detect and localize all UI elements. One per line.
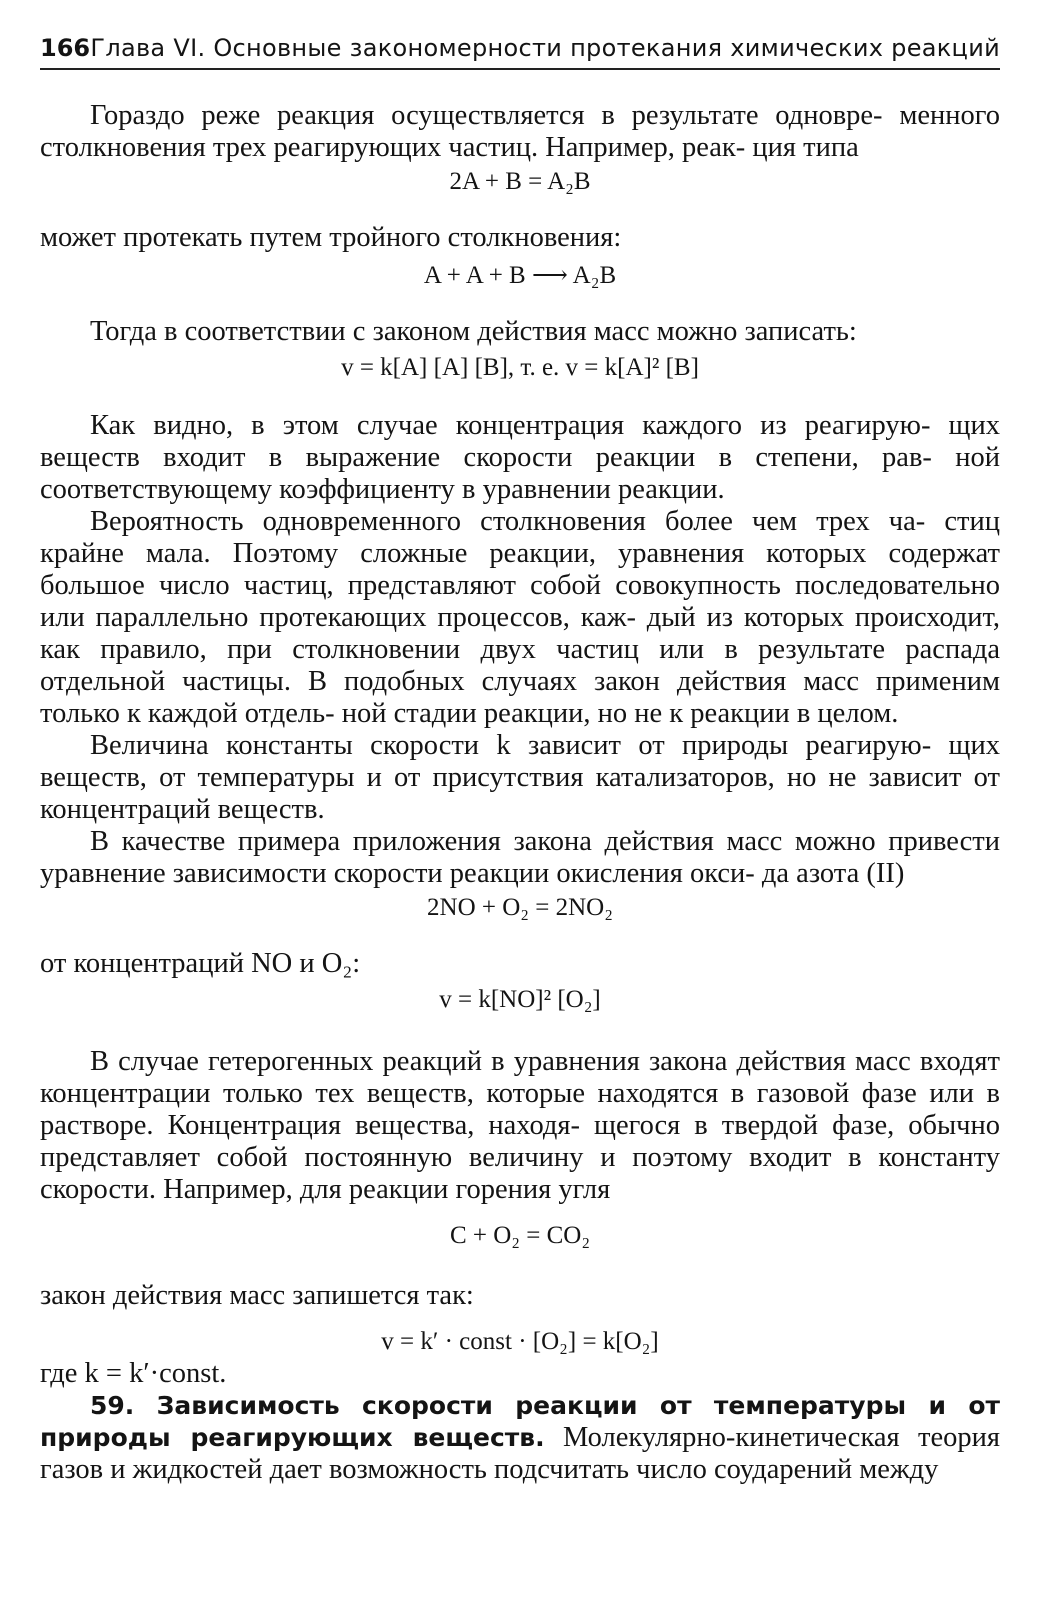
section-heading: 59. Зависимость скорости реакции от температуры и от природы реагирующих веществ. xyxy=(40,1391,1000,1452)
paragraph-4: Как видно, в этом случае концентрация каждого из реагирую- щих веществ входит в выражение скорости реакции в степени, рав- ной соответствующему коэффициенту в уравнении реакции. xyxy=(40,410,1000,505)
paragraph-6: Величина константы скорости k зависит от природы реагирую- щих веществ, от температуры и от присутствия катализаторов, но не зависит от концентраций веществ. xyxy=(40,730,1000,825)
equation-3: v = k[A] [A] [B], т. е. v = k[A]² [B] xyxy=(341,354,699,381)
equation-5: v = k[NO]² [O₂] xyxy=(439,986,601,1013)
paragraph-12-text: Молекулярно-кинетическая теория газов и жидкостей дает возможность подсчитать число соударений между xyxy=(40,1422,1000,1485)
equation-6: C + O₂ = CO₂ xyxy=(449,1222,591,1249)
page-body xyxy=(40,100,1000,1486)
paragraph-11: где k = k′·const. xyxy=(40,1358,227,1389)
paragraph-2: может протекать путем тройного столкновения: xyxy=(40,222,622,253)
equation-1: 2A + B = A₂B xyxy=(449,168,591,195)
paragraph-7: В качестве примера приложения закона действия масс можно привести уравнение зависимости скорости реакции окисления окси- да азота (II) xyxy=(40,826,1000,889)
paragraph-3: Тогда в соответствии с законом действия масс можно записать: xyxy=(90,316,857,347)
running-title: Глава VI. Основные закономерности протекания химических реакций xyxy=(90,34,1000,62)
equation-7: v = k′ · const · [O₂] = k[O₂] xyxy=(381,1328,659,1355)
paragraph-10: закон действия масс запишется так: xyxy=(40,1280,474,1311)
equation-2: A + A + B ⟶ A₂B xyxy=(423,262,617,289)
running-header xyxy=(40,28,1000,70)
paragraph-9: В случае гетерогенных реакций в уравнения закона действия масс входят концентрации только тех веществ, которые находятся в газовой фазе или в растворе. Концентрация вещества, находя- щегося в твердой фазе, обычно представляет собой постоянную величину и поэтому входит в константу скорости. Например, для реакции горения угля xyxy=(40,1046,1000,1205)
paragraph-12 xyxy=(40,1390,1000,1486)
paragraph-8: от концентраций NO и O₂: xyxy=(40,948,361,979)
paragraph-1: Гораздо реже реакция осуществляется в результате одновре- менного столкновения трех реагирующих частиц. Например, реак- ция типа xyxy=(40,100,1000,163)
page-number: 166 xyxy=(40,34,91,62)
paragraph-5: Вероятность одновременного столкновения более чем трех ча- стиц крайне мала. Поэтому сложные реакции, уравнения которых содержат большое число частиц, представляют собой совокупность последовательно или параллельно протекающих процессов, каж- дый из которых происходит, как правило, при столкновении двух частиц или в результате распада отдельной частицы. В подобных случаях закон действия масс применим только к каждой отдель- ной стадии реакции, но не к реакции в целом. xyxy=(40,506,1000,729)
equation-4: 2NO + O₂ = 2NO₂ xyxy=(427,894,613,921)
